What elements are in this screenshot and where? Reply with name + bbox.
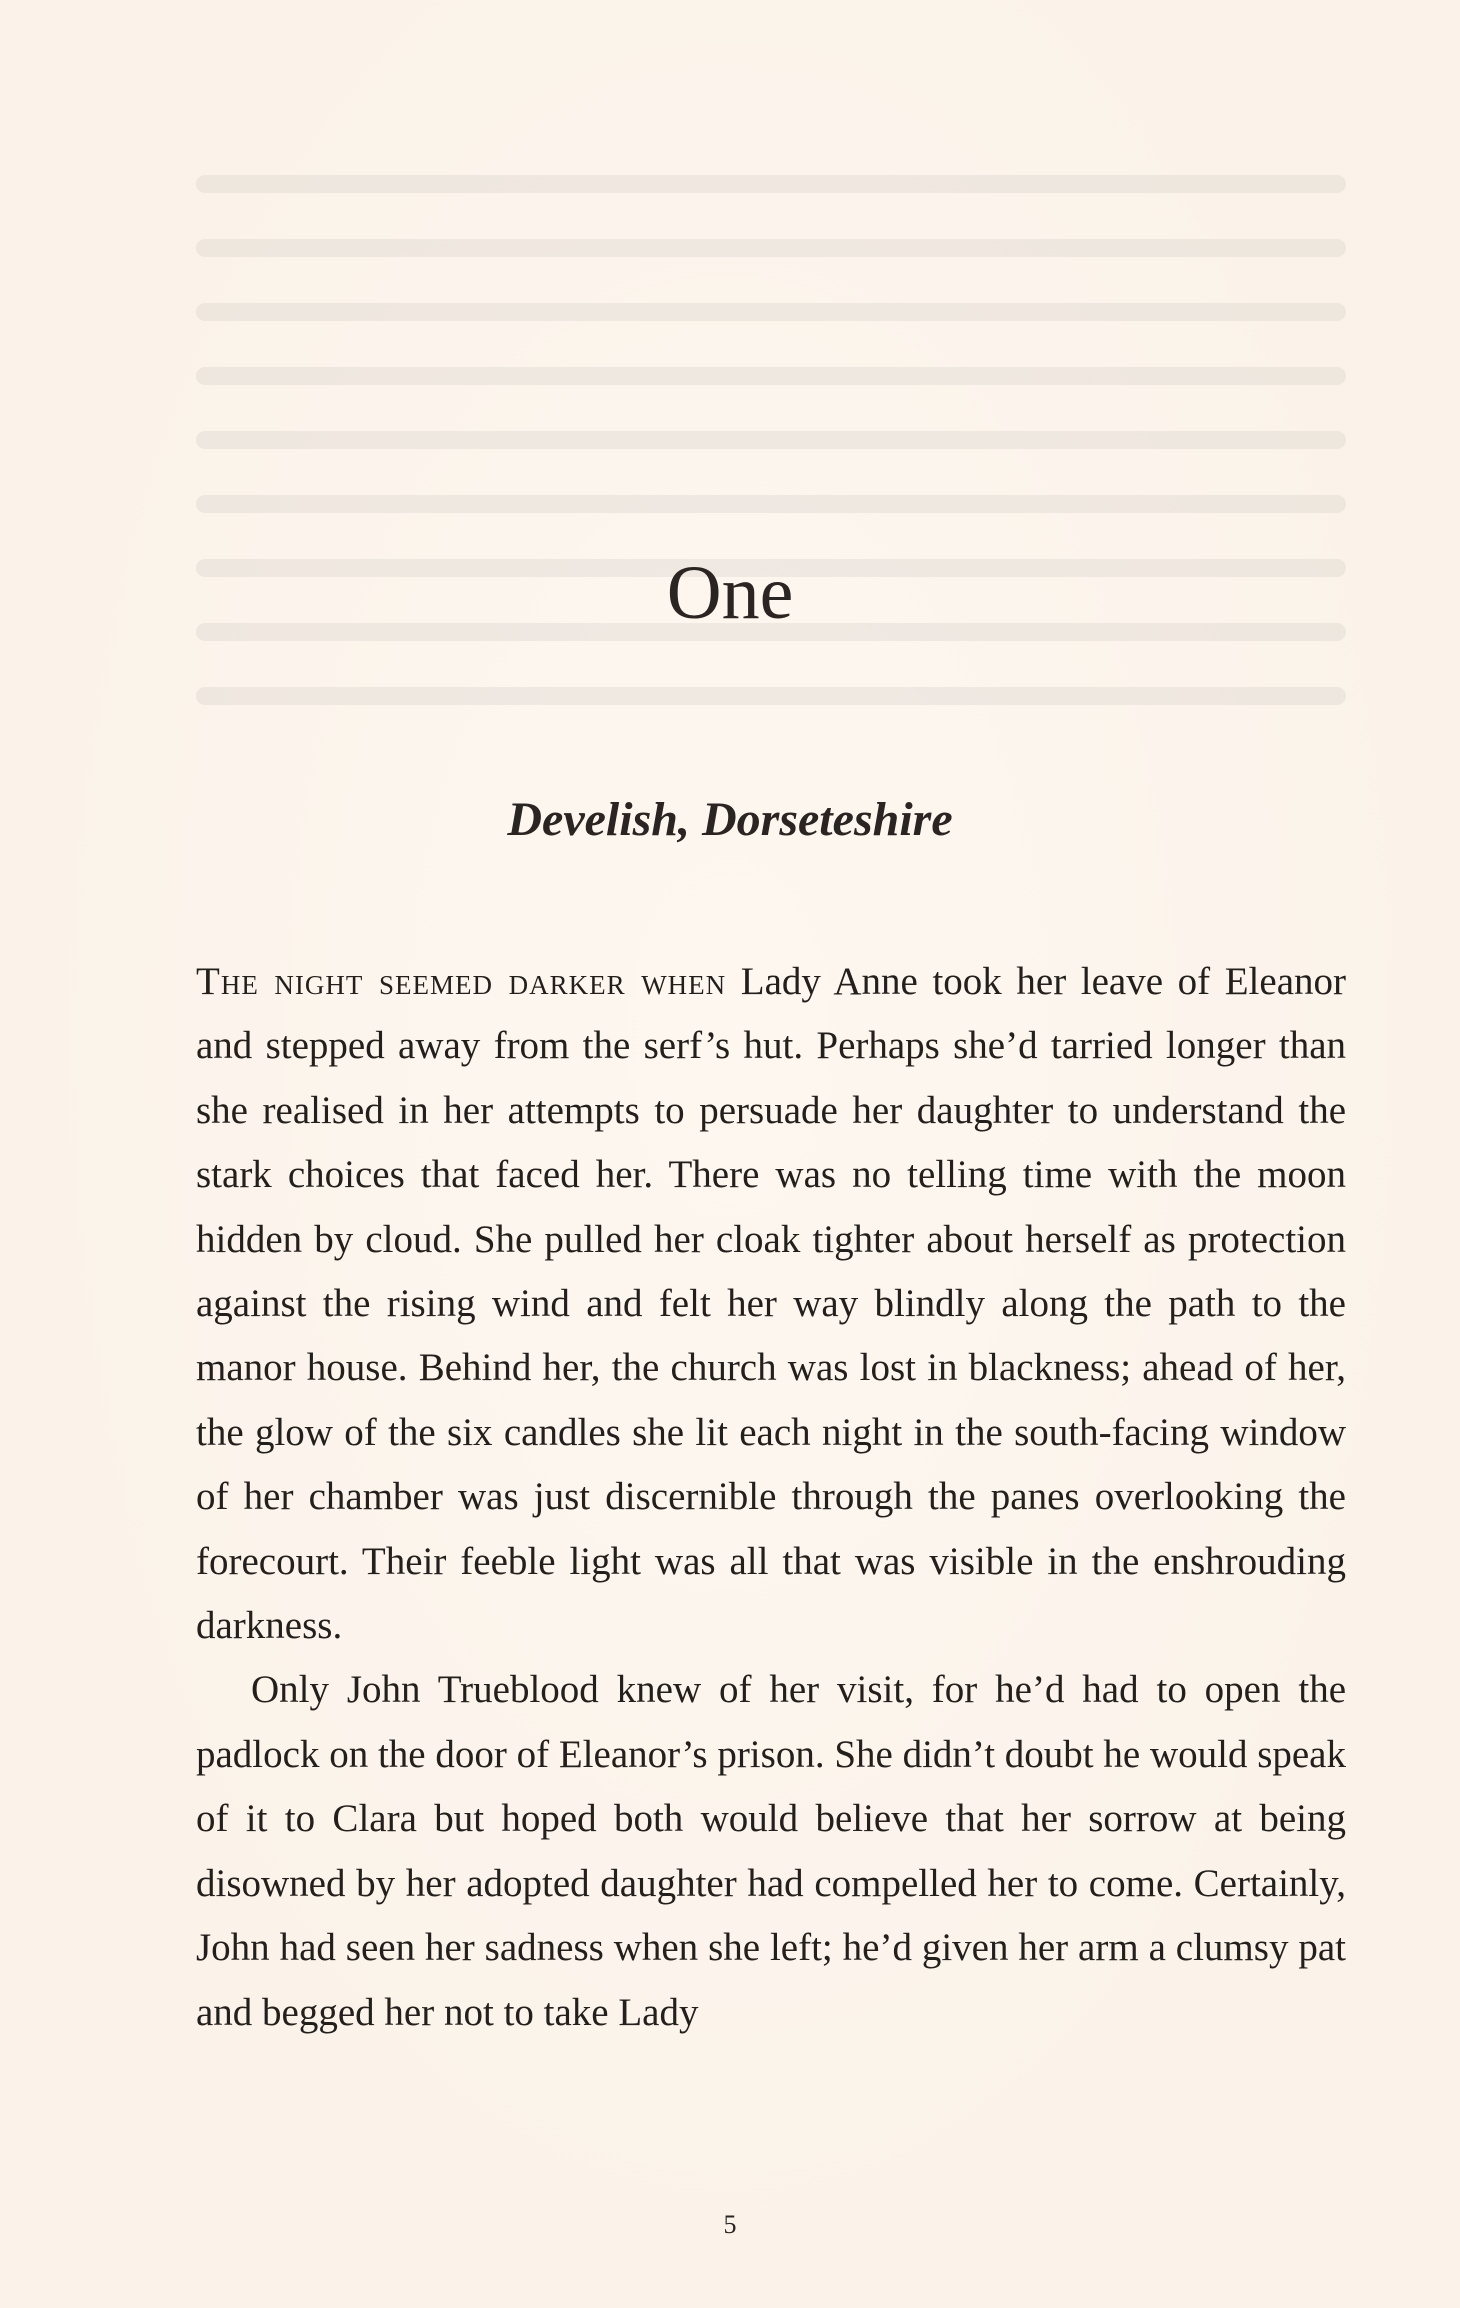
- chapter-location: Develish, Dorseteshire: [507, 793, 953, 846]
- paragraph-1-lead: The night seemed darker when: [196, 960, 727, 1003]
- body-text: [196, 950, 1346, 2045]
- paragraph-1-rest: Lady Anne took her leave of Eleanor and stepped away from the serf’s hut. Perhaps she’d tarried longer than she realised in her attempts to persuade her daughter to understand the stark choices that faced her. There was no telling time with the moon hidden by cloud. She pulled her cloak tighter about herself as protection against the rising wind and felt her way blindly along the path to the manor house. Behind her, the church was lost in blackness; ahead of her, the glow of the six candles she lit each night in the south-facing window of her chamber was just discernible through the panes overlooking the forecourt. Their feeble light was all that was visible in the enshrouding darkness.: [196, 960, 1347, 1648]
- show-through-text: [196, 175, 1346, 735]
- paragraph-2: Only John Trueblood knew of her visit, for he’d had to open the padlock on the door of Eleanor’s prison. She didn’t doubt he would speak of it to Clara but hoped both would believe that her sorrow at being disowned by her adopted daughter had compelled her to come. Certainly, John had seen her sadness when she left; he’d given her arm a clumsy pat and begged her not to take Lady: [196, 1668, 1346, 2034]
- paragraph-1: [196, 950, 1346, 1658]
- chapter-title: One: [666, 551, 794, 635]
- page-number: 5: [723, 2210, 737, 2239]
